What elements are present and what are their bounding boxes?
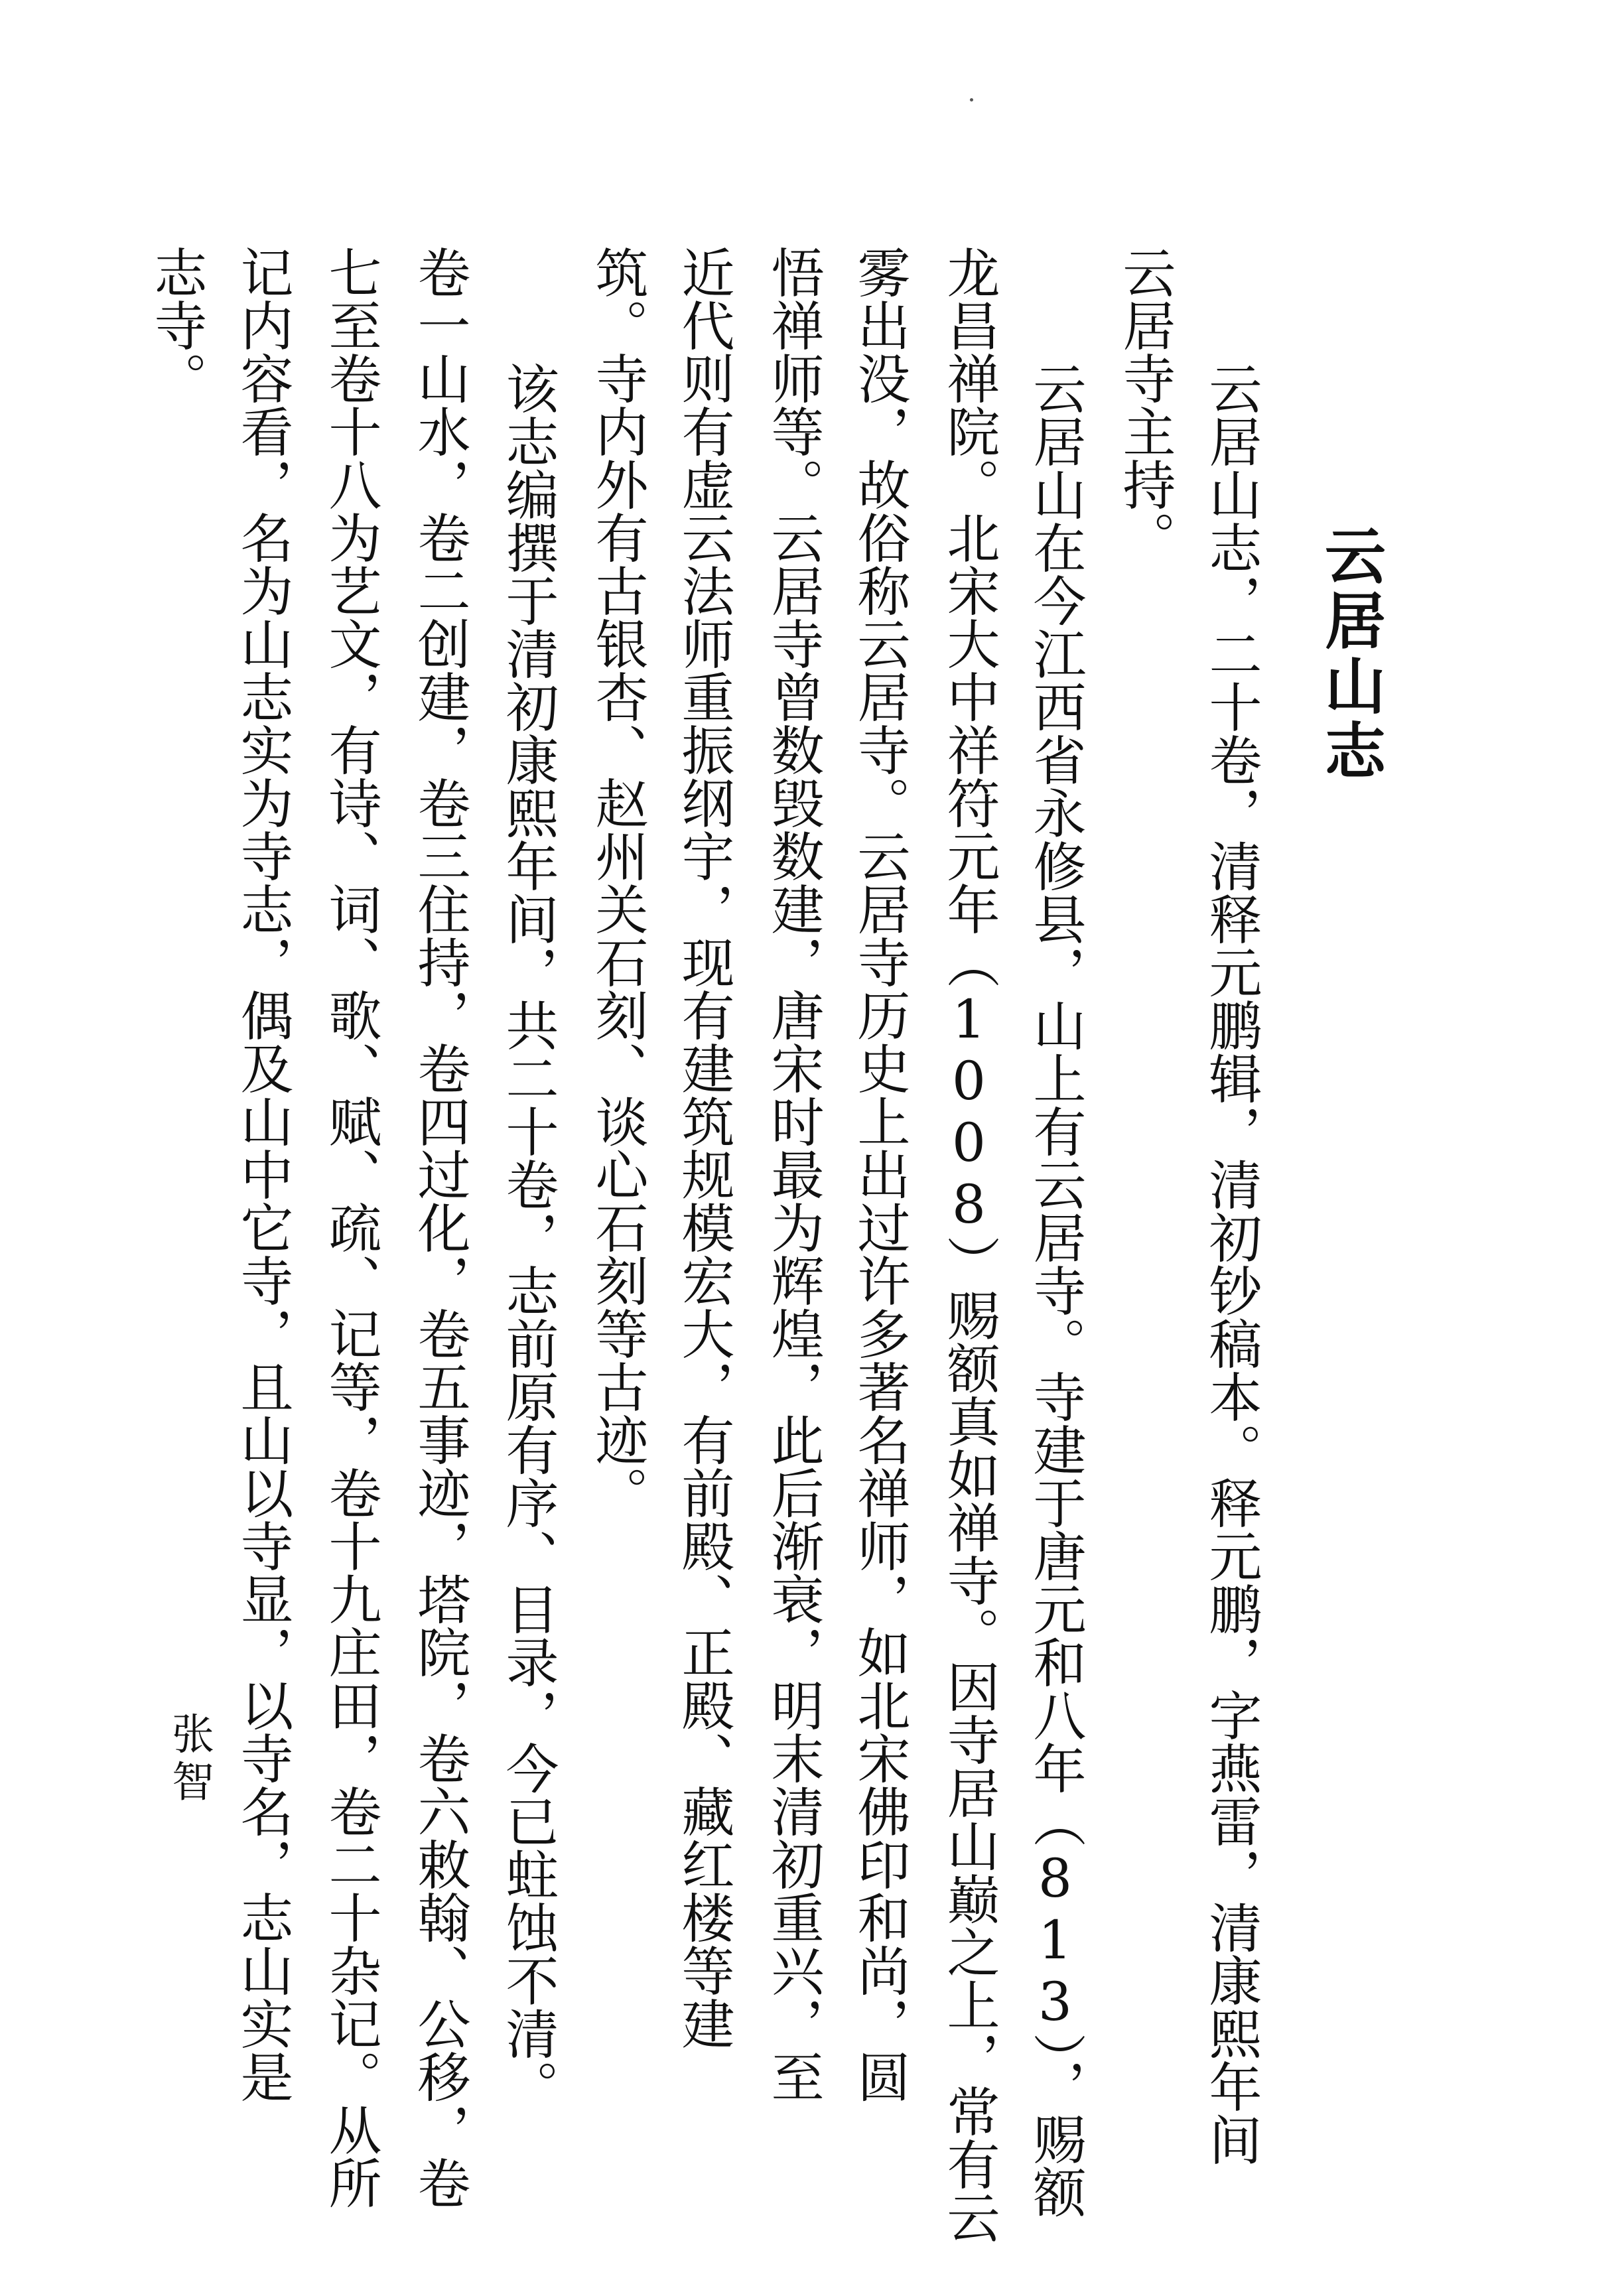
author-name: 张智 [165, 1712, 214, 1807]
text-column-3: 云居山在今江西省永修县，山上有云居寺。寺建于唐元和八年（813），赐额 [1024, 362, 1086, 2218]
text-column-9: 该志编撰于清初康熙年间，共二十卷，志前原有序、目录，今已蛀蚀不清。 [497, 362, 559, 2113]
text-column-5: 雾出没，故俗称云居寺。云居寺历史上出过许多著名禅师，如北宋佛印和尚，圆 [848, 245, 910, 2103]
text-column-7: 近代则有虚云法师重振纲宇，现有建筑规模宏大，有前殿、正殿、藏红楼等建 [673, 245, 734, 2050]
text-column-6: 悟禅师等。云居寺曾数毁数建，唐宋时最为辉煌，此后渐衰，明末清初重兴，至 [762, 245, 824, 2103]
speck-mark [970, 98, 973, 101]
text-column-2: 云居寺主持。 [1114, 245, 1176, 564]
text-column-10: 卷一山水，卷二创建，卷三住持，卷四过化，卷五事迹，塔院，卷六敕翰、公移，卷 [409, 245, 470, 2209]
text-column-1: 云居山志，二十卷，清释元鹏辑，清初钞稿本。释元鹏，字燕雷，清康熙年间 [1200, 362, 1262, 2166]
text-column-11: 七至卷十八为艺文，有诗、词、歌、赋、疏、记等，卷十九庄田，卷二十杂记。从所 [320, 245, 381, 2209]
document-title: 云居山志 [1315, 524, 1386, 784]
text-column-8: 筑。寺内外有古银杏、赵州关石刻、谈心石刻等古迹。 [586, 245, 648, 1519]
text-column-12: 记内容看，名为山志实为寺志，偶及山中它寺，且山以寺显，以寺名，志山实是 [232, 245, 293, 2103]
text-column-4: 龙昌禅院。北宋大中祥符元年（1008）赐额真如禅寺。因寺居山巅之上，常有云 [938, 245, 1000, 2244]
text-column-13: 志寺。 [145, 245, 207, 405]
